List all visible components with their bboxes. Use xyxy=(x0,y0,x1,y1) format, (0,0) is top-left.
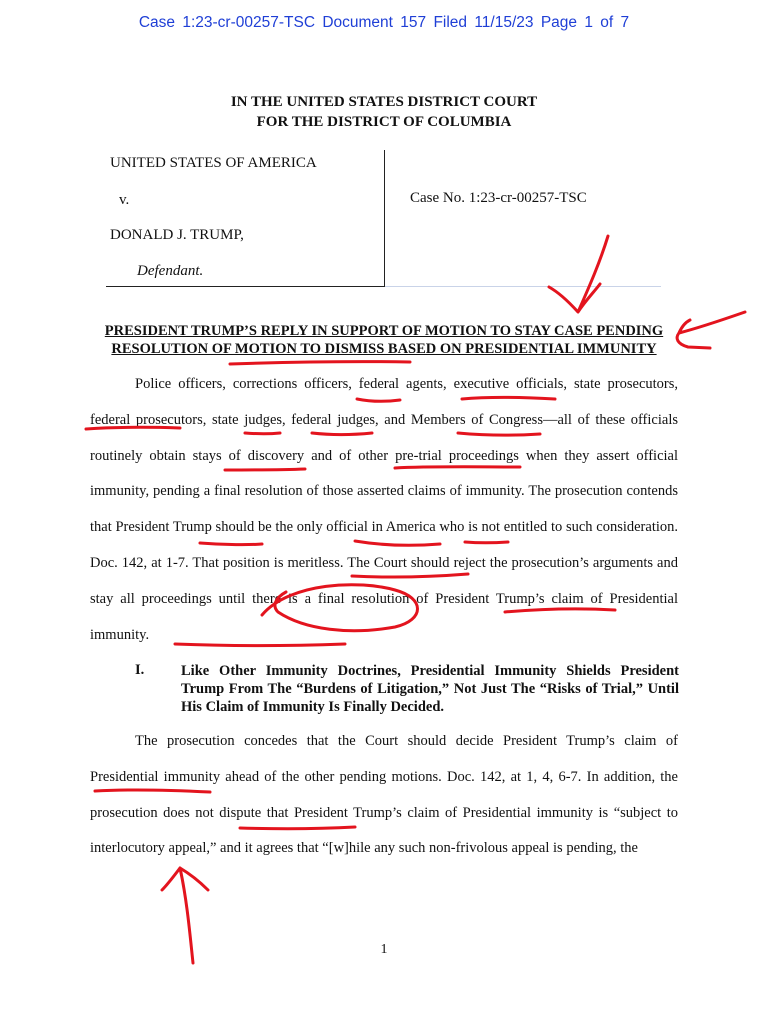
plaintiff-name: UNITED STATES OF AMERICA xyxy=(110,155,317,171)
defendant-role: Defendant. xyxy=(137,263,204,279)
document-title-line1: PRESIDENT TRUMP’S REPLY IN SUPPORT OF MOTION TO STAY CASE PENDING xyxy=(104,323,664,339)
caption-divider-horizontal xyxy=(106,286,385,287)
section-heading-number: I. xyxy=(135,662,145,678)
document-title-line2: RESOLUTION OF MOTION TO DISMISS BASED ON PRESIDENTIAL IMMUNITY xyxy=(111,341,657,357)
ecf-header-stamp: Case 1:23-cr-00257-TSC Document 157 Filed 11/15/23 Page 1 of 7 xyxy=(138,14,630,31)
defendant-name: DONALD J. TRUMP, xyxy=(110,227,244,243)
section-heading-text: Like Other Immunity Doctrines, Presidential Immunity Shields President Trump From The “Burdens of Litigation,” Not Just The “Risks of Trial,” Until His Claim of Immunity Is Finally Decided. xyxy=(181,663,679,715)
versus: v. xyxy=(119,192,130,208)
caption-divider-vertical xyxy=(384,150,385,287)
caption-divider-faint xyxy=(385,286,661,287)
page-number: 1 xyxy=(380,942,388,957)
arrow-down-to-title xyxy=(549,236,608,312)
document-title xyxy=(0,322,768,358)
court-name-line1: IN THE UNITED STATES DISTRICT COURT xyxy=(230,94,538,110)
court-name-line2: FOR THE DISTRICT OF COLUMBIA xyxy=(256,114,512,130)
underline-title-motion xyxy=(230,362,410,364)
paragraph-intro: Police officers, corrections officers, federal agents, executive officials, state prosecutors, federal prosecutors, state judges, federal judges, and Members of Congress—all of these officials routinely obtain stays of discovery and of other pre-trial proceedings when they assert official immunity, pending a final resolution of those asserted claims of immunity. The prosecution contends that President Trump should be the only official in America who is not entitled to such consideration. Doc. 142, at 1-7. That position is meritless. The Court should reject the prosecution’s arguments and stay all proceedings until there is a final resolution of President Trump’s claim of Presidential immunity. xyxy=(90,376,678,643)
case-number: Case No. 1:23-cr-00257-TSC xyxy=(410,190,587,206)
paragraph-section-one: The prosecution concedes that the Court should decide President Trump’s claim of Presidential immunity ahead of the other pending motions. Doc. 142, at 1, 4, 6-7. In addition, the prosecution does not dispute that President Trump’s claim of Presidential immunity is “subject to interlocutory appeal,” and it agrees that “[w]hile any such non-frivolous appeal is pending, the xyxy=(90,733,678,857)
court-name xyxy=(0,92,768,132)
